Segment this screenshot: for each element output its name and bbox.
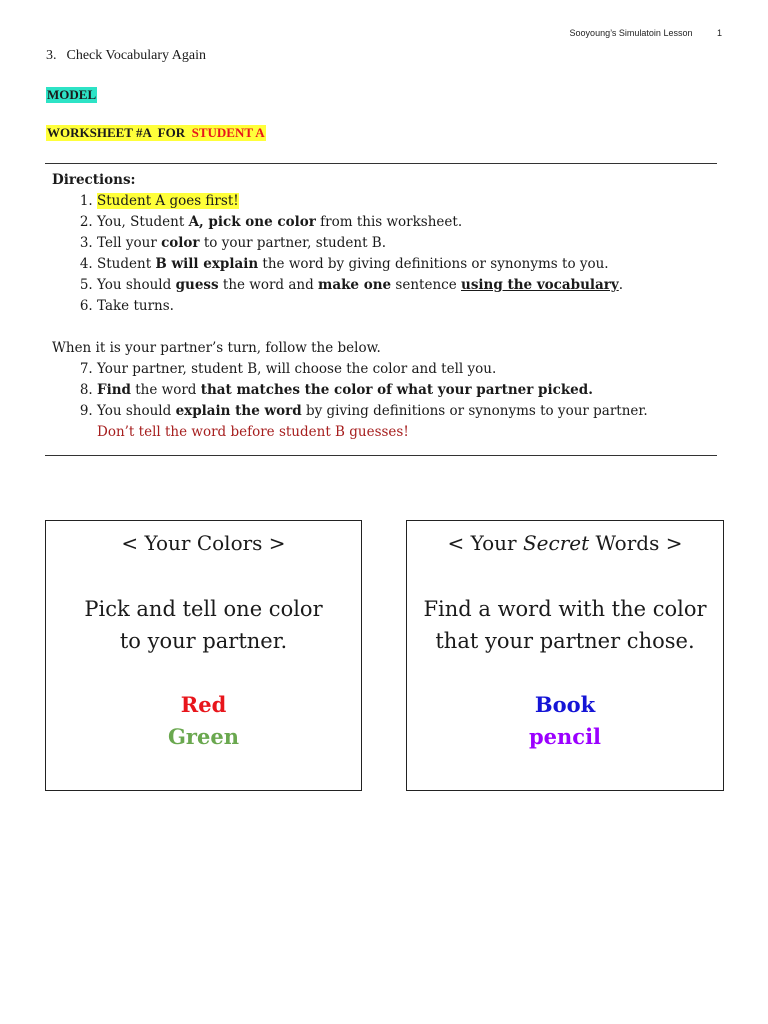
emphasis: explain the word xyxy=(175,403,302,419)
worksheet-student: STUDENT A xyxy=(191,125,265,140)
list-item xyxy=(97,212,712,233)
list-item xyxy=(97,296,712,317)
list-item xyxy=(97,275,712,296)
first-turn-note: Student A goes first! xyxy=(97,193,239,209)
header-title: Sooyoung’s Simulatoin Lesson xyxy=(569,28,693,38)
section-title: Check Vocabulary Again xyxy=(66,48,206,63)
text: You should xyxy=(97,403,176,419)
directions-title: Directions: xyxy=(52,172,136,188)
color-word-green: Green xyxy=(168,724,239,749)
emphasis: guess xyxy=(175,277,219,293)
list-item xyxy=(97,401,712,443)
list-item xyxy=(97,359,712,380)
text: sentence xyxy=(391,277,461,293)
instruction-line: that your partner chose. xyxy=(435,629,695,653)
worksheet-label xyxy=(46,125,266,141)
text: . xyxy=(618,277,624,293)
list-item xyxy=(97,233,712,254)
partner-turn-intro: When it is your partner’s turn, follow the below. xyxy=(52,340,381,356)
model-label: MODEL xyxy=(47,87,97,102)
partner-turn-list xyxy=(52,359,712,443)
color-list xyxy=(46,689,361,753)
emphasis: Find xyxy=(97,382,131,398)
emphasis: that matches the color of what your partner picked. xyxy=(200,382,593,398)
color-word-red: Red xyxy=(180,692,227,717)
text: Student xyxy=(97,256,156,272)
emphasis: B will explain xyxy=(155,256,259,272)
text: to your partner, student B. xyxy=(199,235,386,251)
text: the word by giving definitions or synonyms to you. xyxy=(258,256,609,272)
title-text: Words > xyxy=(589,531,683,555)
section-number: 3. xyxy=(46,48,57,63)
text: the word and xyxy=(218,277,319,293)
section-heading xyxy=(46,48,206,64)
text: You, Student xyxy=(97,214,189,230)
secret-word-book: Book xyxy=(534,692,596,717)
top-divider xyxy=(45,163,717,164)
page-header xyxy=(570,28,722,38)
text: the word xyxy=(130,382,201,398)
secret-word-list xyxy=(407,689,723,753)
title-italic: Secret xyxy=(522,531,590,555)
card-title xyxy=(407,531,723,555)
text: Your partner, student B, will choose the color and tell you. xyxy=(97,361,497,377)
emphasis: make one xyxy=(318,277,392,293)
title-text: < Your xyxy=(447,531,523,555)
card-title: < Your Colors > xyxy=(121,531,286,555)
card-instructions xyxy=(407,593,723,657)
secret-words-card xyxy=(406,520,724,791)
list-item xyxy=(97,380,712,401)
warning-note: Don’t tell the word before student B guesses! xyxy=(97,424,409,440)
spacer xyxy=(52,317,712,338)
list-item xyxy=(97,191,712,212)
page-number: 1 xyxy=(716,28,722,38)
text: from this worksheet. xyxy=(315,214,463,230)
instruction-line: to your partner. xyxy=(119,629,288,653)
text: You should xyxy=(97,277,176,293)
emphasis: A, pick one color xyxy=(188,214,316,230)
bottom-divider xyxy=(45,455,717,456)
instruction-line: Pick and tell one color xyxy=(84,597,323,621)
text: Take turns. xyxy=(97,298,174,314)
directions-list xyxy=(52,191,712,317)
text: by giving definitions or synonyms to your partner. xyxy=(301,403,648,419)
card-instructions xyxy=(46,593,361,657)
list-item xyxy=(97,254,712,275)
your-colors-card xyxy=(45,520,362,791)
emphasis: color xyxy=(161,235,200,251)
secret-word-pencil: pencil xyxy=(528,724,602,749)
directions-block xyxy=(52,170,712,443)
instruction-line: Find a word with the color xyxy=(423,597,707,621)
worksheet-prefix: WORKSHEET #A FOR xyxy=(47,125,192,140)
underlined-emphasis: using the vocabulary xyxy=(461,277,619,293)
text: Tell your xyxy=(97,235,162,251)
